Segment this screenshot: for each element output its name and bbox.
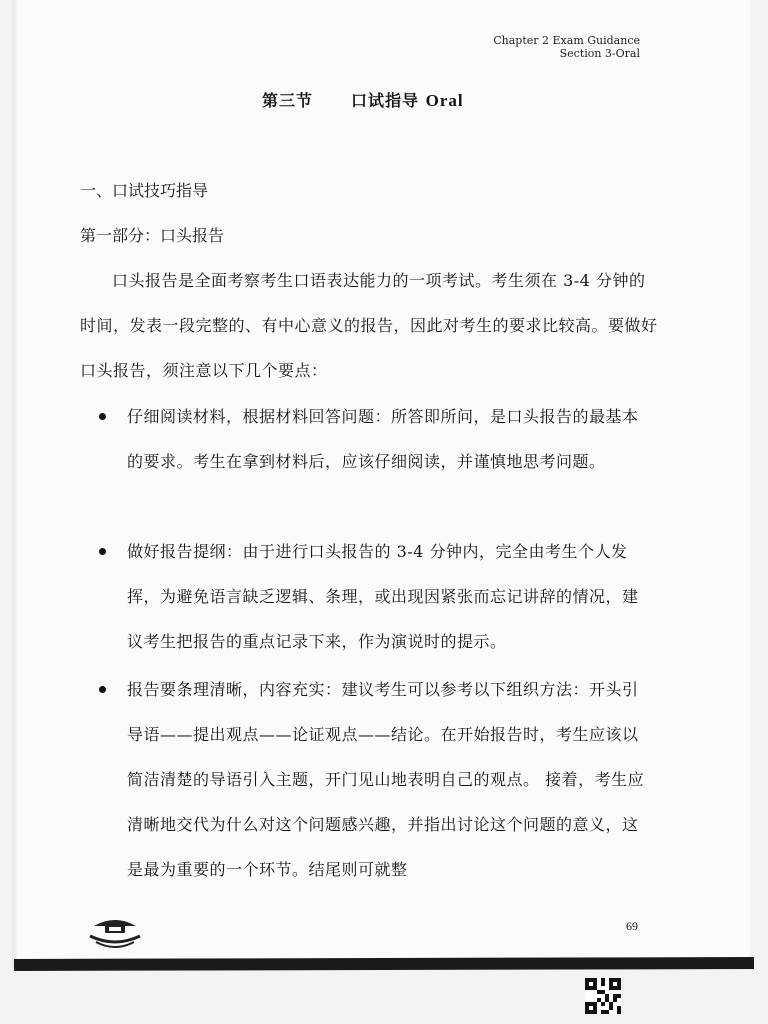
header-section: Section 3-Oral <box>559 47 640 60</box>
scan-bottom-edge <box>14 957 754 971</box>
qr-code-icon <box>585 978 621 1014</box>
bullet-dot-icon <box>99 686 106 693</box>
heading-level-2: 第一部分：口头报告 <box>80 226 225 245</box>
bullet-dot-icon <box>99 548 106 555</box>
page-edge <box>12 0 18 968</box>
section-title <box>262 88 464 111</box>
bullet-text: 做好报告提纲：由于进行口头报告的 3-4 分钟内，完全由考生个人发挥，为避免语言缺乏逻辑、条理，或出现因紧张而忘记讲辞的情况，建议考生把报告的重点记录下来，作为演说时的提示。 <box>127 542 639 651</box>
publisher-logo-icon <box>86 912 144 952</box>
page-number: 69 <box>626 919 638 933</box>
section-name-cn: 口试指导 <box>351 91 420 110</box>
bullet-dot-icon <box>99 413 106 420</box>
bullet-item <box>102 394 650 484</box>
bullet-item <box>102 667 650 892</box>
header-chapter: Chapter 2 Exam Guidance <box>493 34 640 47</box>
heading-level-1: 一、口试技巧指导 <box>80 181 209 200</box>
bullet-text: 仔细阅读材料，根据材料回答问题：所答即所问，是口头报告的最基本的要求。考生在拿到材料后，应该仔细阅读，并谨慎地思考问题。 <box>127 407 639 471</box>
running-header <box>493 34 640 60</box>
bullet-text: 报告要条理清晰，内容充实：建议考生可以参考以下组织方法：开头引导语——提出观点——论证观点——结论。在开始报告时，考生应该以简洁清楚的导语引入主题，开门见山地表明自己的观点。 接着，考生应清晰地交代为什么对这个问题感兴趣，并指出讨论这个问题的意义，这是最为重要的一个环节。结尾则可就整 <box>127 680 645 879</box>
section-number: 第三节 <box>262 91 314 110</box>
intro-paragraph: 口头报告是全面考察考生口语表达能力的一项考试。考生须在 3-4 分钟的时间，发表一段完整的、有中心意义的报告，因此对考生的要求比较高。要做好口头报告，须注意以下几个要点： <box>80 271 658 380</box>
bullet-item <box>102 529 650 664</box>
section-name-en: Oral <box>425 91 464 110</box>
